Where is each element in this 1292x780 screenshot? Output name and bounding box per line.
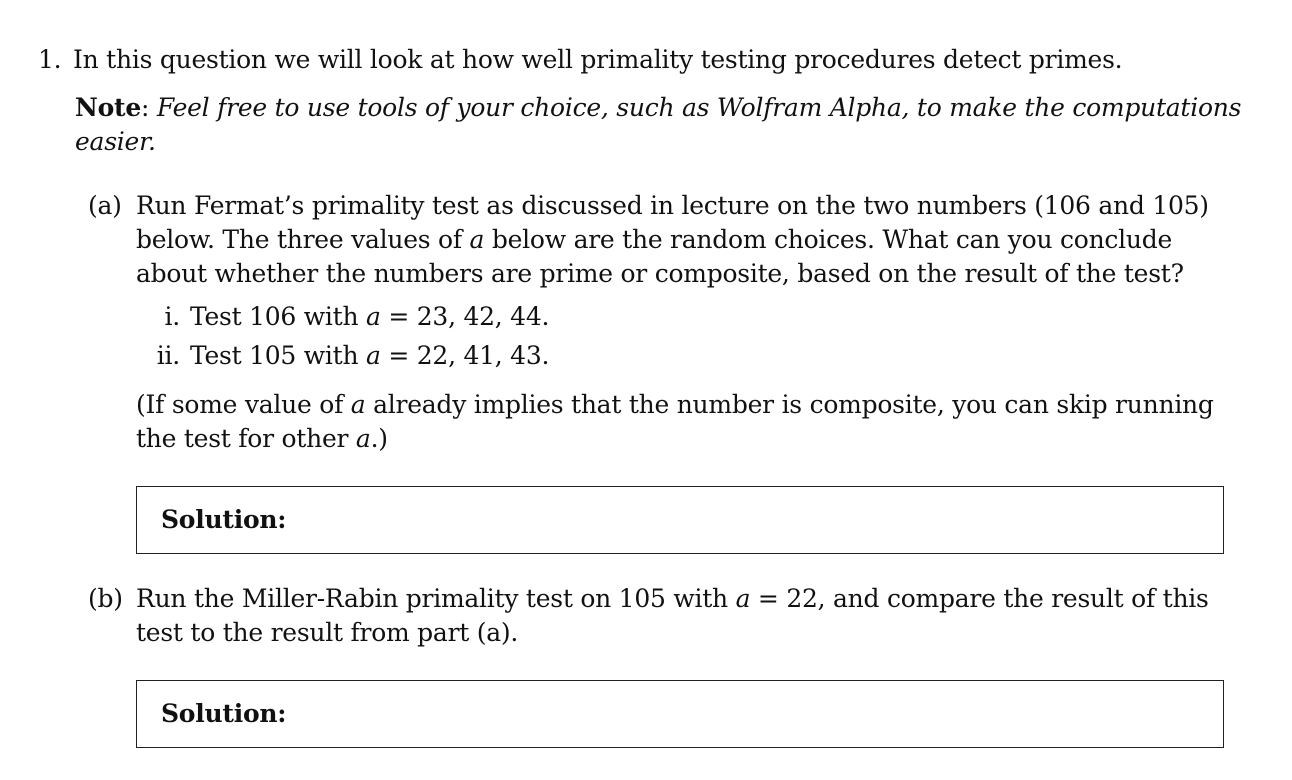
- variable-a: a: [366, 341, 381, 370]
- note-paragraph: [75, 93, 1241, 123]
- part-a-line2: [136, 225, 1172, 255]
- question-number: 1.: [38, 45, 62, 74]
- part-b-label: (b): [88, 584, 123, 613]
- part-a-line2-post: below are the random choices. What can you conclude: [484, 225, 1173, 254]
- sub-item-label: ii.: [156, 341, 180, 370]
- part-a-line3: about whether the numbers are prime or composite, based on the result of the test?: [136, 259, 1184, 288]
- paren-line2-post: .): [370, 424, 388, 453]
- paren-line2-pre: the test for other: [136, 424, 356, 453]
- note-label: Note: [75, 93, 141, 122]
- part-b-line1-pre: Run the Miller-Rabin primality test on 105 with: [136, 584, 736, 613]
- part-a-label: (a): [88, 191, 122, 220]
- sub-item-pre: Test 106 with: [190, 302, 367, 331]
- part-b-line1: [136, 584, 1209, 614]
- sub-item-text: [190, 302, 549, 332]
- note-colon: :: [140, 93, 157, 122]
- solution-label: Solution:: [161, 505, 287, 534]
- variable-a: a: [366, 302, 381, 331]
- paren-line1-post: already implies that the number is composite, you can skip running: [365, 390, 1214, 419]
- paren-line1-pre: (If some value of: [136, 390, 351, 419]
- variable-a: a: [350, 390, 366, 419]
- part-a-line1: Run Fermat’s primality test as discussed in lecture on the two numbers (106 and 105): [136, 191, 1209, 220]
- part-a-paren-line1: [136, 390, 1214, 420]
- note-text-line2: easier.: [75, 127, 156, 156]
- question-intro: In this question we will look at how well primality testing procedures detect primes.: [73, 45, 1123, 74]
- part-a-line2-pre: below. The three values of: [136, 225, 470, 254]
- part-a-paren-line2: [136, 424, 388, 454]
- sub-item-pre: Test 105 with: [190, 341, 367, 370]
- sub-item-post: = 22, 41, 43.: [380, 341, 550, 370]
- sub-item-post: = 23, 42, 44.: [380, 302, 550, 331]
- part-b-line2: test to the result from part (a).: [136, 618, 519, 647]
- sub-item-text: [190, 341, 549, 371]
- part-b-line1-post: = 22, and compare the result of this: [750, 584, 1209, 613]
- solution-box-a[interactable]: [136, 486, 1224, 554]
- solution-box-b[interactable]: [136, 680, 1224, 748]
- variable-a: a: [355, 424, 371, 453]
- variable-a: a: [469, 225, 485, 254]
- sub-item-label: i.: [164, 302, 180, 331]
- variable-a: a: [735, 584, 751, 613]
- note-text-line1: Feel free to use tools of your choice, such as Wolfram Alpha, to make the computations: [156, 93, 1242, 122]
- solution-label: Solution:: [161, 699, 287, 728]
